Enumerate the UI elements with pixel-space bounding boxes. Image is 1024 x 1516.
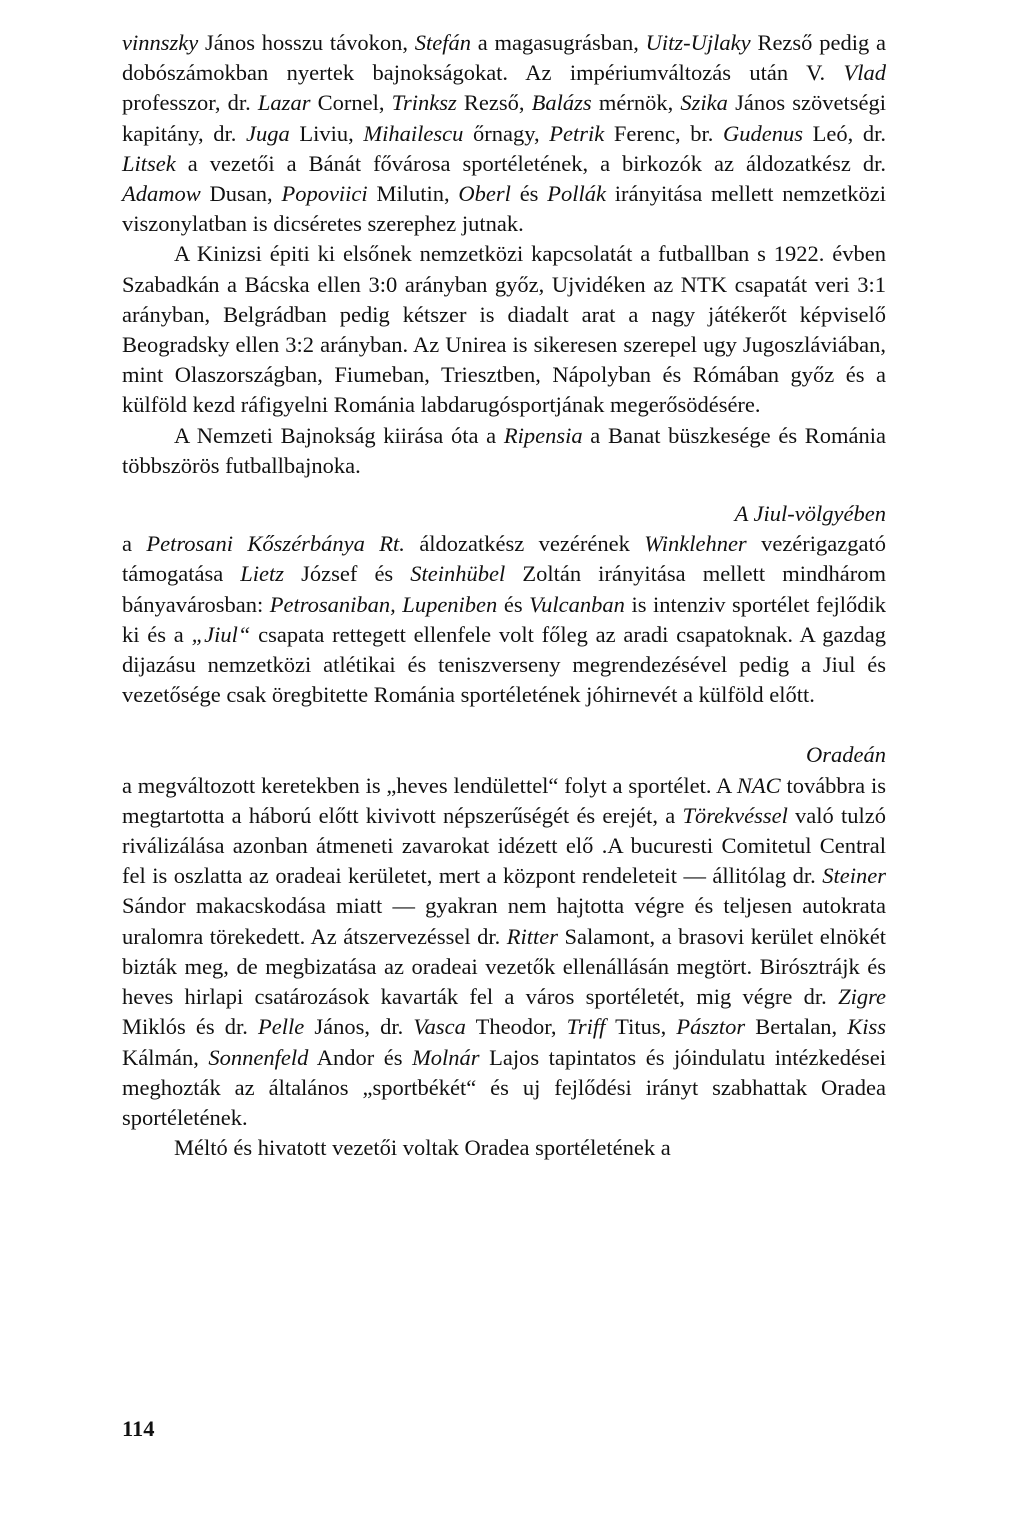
italic-name: Popoviici: [281, 181, 368, 207]
section-heading: A Jiul-völgyében: [734, 501, 886, 527]
section-heading: Oradeán: [806, 742, 886, 768]
italic-name: Uitz-Ujlaky: [645, 30, 751, 55]
italic-name: Kiss: [847, 1014, 887, 1040]
italic-name: Steinhübel: [410, 561, 506, 587]
page-text: [122, 28, 886, 1163]
italic-name: Triff: [566, 1014, 606, 1040]
italic-name: Lietz: [240, 561, 285, 587]
italic-name: Pásztor: [676, 1014, 746, 1040]
italic-name: Pollák: [547, 181, 606, 207]
italic-name: Gudenus: [723, 120, 804, 146]
italic-name: Szika: [680, 90, 728, 116]
italic-name: Törekvéssel: [682, 802, 788, 828]
italic-name: Mihailescu: [363, 120, 464, 146]
italic-name: Trinksz: [391, 90, 457, 116]
italic-name: „Jiul“: [191, 621, 251, 647]
italic-name: Oberl: [458, 181, 511, 207]
italic-name: Lazar: [257, 90, 311, 116]
paragraph: A Kinizsi épiti ki elsőnek nemzetközi kapcsolatát a futballban s 1922. évben Szabadkán a Bácska ellen 3:0 arányban győz, Ujvidéken az NTK csapatát veri 3:1 arányban, Belgrádban pedig kétszer is diadalt arat a nagy játékerőt képviselő Beogradsky ellen 3:2 arányban. Az Unirea is sikeresen szerepel ugy Jugoszláviában, mint Olaszországban, Fiumeban, Triesztben, Nápolyban és Rómában győz és a külföld kezd ráfigyelni Románia labdarugósportjának megerősödésére.: [122, 241, 886, 418]
italic-name: Molnár: [412, 1044, 480, 1070]
italic-name: Petrik: [549, 120, 605, 146]
italic-name: Stefán: [414, 30, 471, 55]
italic-name: Juga: [246, 120, 290, 146]
italic-name: Winklehner: [644, 531, 747, 557]
italic-name: vinnszky: [122, 30, 199, 55]
italic-name: Pelle: [258, 1014, 305, 1040]
italic-name: Steiner: [822, 863, 886, 889]
italic-name: Vulcanban: [529, 591, 625, 617]
italic-name: Ripensia: [503, 422, 583, 448]
italic-name: Petrosani Kőszérbánya Rt.: [146, 531, 405, 557]
paragraph: vinnszky János hosszu távokon, Stefán a magasugrásban, Uitz-Ujlaky Rezső pedig a dobószámokban nyertek bajnokságokat. Az impériumváltozás után V. Vlad professzor, dr. Lazar Cornel, Trinksz Rezső, Balázs mérnök, Szika János szövetségi kapitány, dr. Juga Liviu, Mihailescu őrnagy, Petrik Ferenc, br. Gudenus Leó, dr. Litsek a vezetői a Bánát fővárosa sportéletének, a birkozók az áldozatkész dr. Adamow Dusan, Popoviici Milutin, Oberl és Pollák irányitása mellett nemzetközi viszonylatban is dicséretes szerephez jutnak.: [122, 30, 887, 237]
italic-name: Balázs: [531, 90, 592, 116]
italic-name: Vasca: [413, 1014, 466, 1040]
italic-name: Zigre: [838, 984, 886, 1010]
italic-name: Sonnenfeld: [208, 1044, 309, 1070]
page-number: 114: [122, 1416, 155, 1441]
italic-name: NAC: [736, 772, 781, 798]
italic-name: Petrosaniban, Lupeniben: [269, 591, 498, 617]
paragraph: Méltó és hivatott vezetői voltak Oradea sportéletének a: [174, 1135, 671, 1161]
italic-name: Litsek: [122, 150, 176, 176]
italic-name: Vlad: [843, 60, 886, 86]
italic-name: Ritter: [506, 923, 559, 949]
paragraph: a megváltozott keretekben is „heves lendülettel“ folyt a sportélet. A NAC továbbra is megtartotta a háború előtt kivivott népszerűségét és erejét, a Törekvéssel való tulzó riválizálása azonban átmeneti zavarokat idézett elő .A bucuresti Comitetul Central fel is oszlatta az oradeai kerületet, mert a központ rendeleteit — állitólag dr. Steiner Sándor makacskodása miatt — gyakran nem hajtotta végre és teljesen autokrata uralomra törekedett. Az átszervezéssel dr. Ritter Salamont, a brasovi kerület elnökét bizták meg, de megbizatása az oradeai vezetők ellenállásán megtört. Birósztrájk és heves hirlapi csatározások kavarták fel a város sportéletét, mig végre dr. Zigre Miklós és dr. Pelle János, dr. Vasca Theodor, Triff Titus, Pásztor Bertalan, Kiss Kálmán, Sonnenfeld Andor és Molnár Lajos tapintatos és jóindulatu intézkedései meghozták az általános „sportbékét“ és uj fejlődési irányt szabhattak Oradea sportéletének.: [122, 772, 887, 1130]
paragraph: A Nemzeti Bajnokság kiirása óta a Ripensia a Banat büszkesége és Románia többszörös futballbajnoka.: [122, 422, 887, 478]
paragraph: a Petrosani Kőszérbánya Rt. áldozatkész vezérének Winklehner vezérigazgató támogatása Lietz József és Steinhübel Zoltán irányitása mellett mindhárom bányavárosban: Petrosaniban, Lupeniben és Vulcanban is intenziv sportélet fejlődik ki és a „Jiul“ csapata rettegett ellenfele volt főleg az aradi csapatoknak. A gazdag dijazásu nemzetközi atlétikai és teniszverseny megrendezésével pedig a Jiul és vezetősége csak öregbitette Románia sportéletének jóhirnevét a külföld előtt.: [122, 531, 887, 708]
italic-name: Adamow: [122, 181, 201, 207]
